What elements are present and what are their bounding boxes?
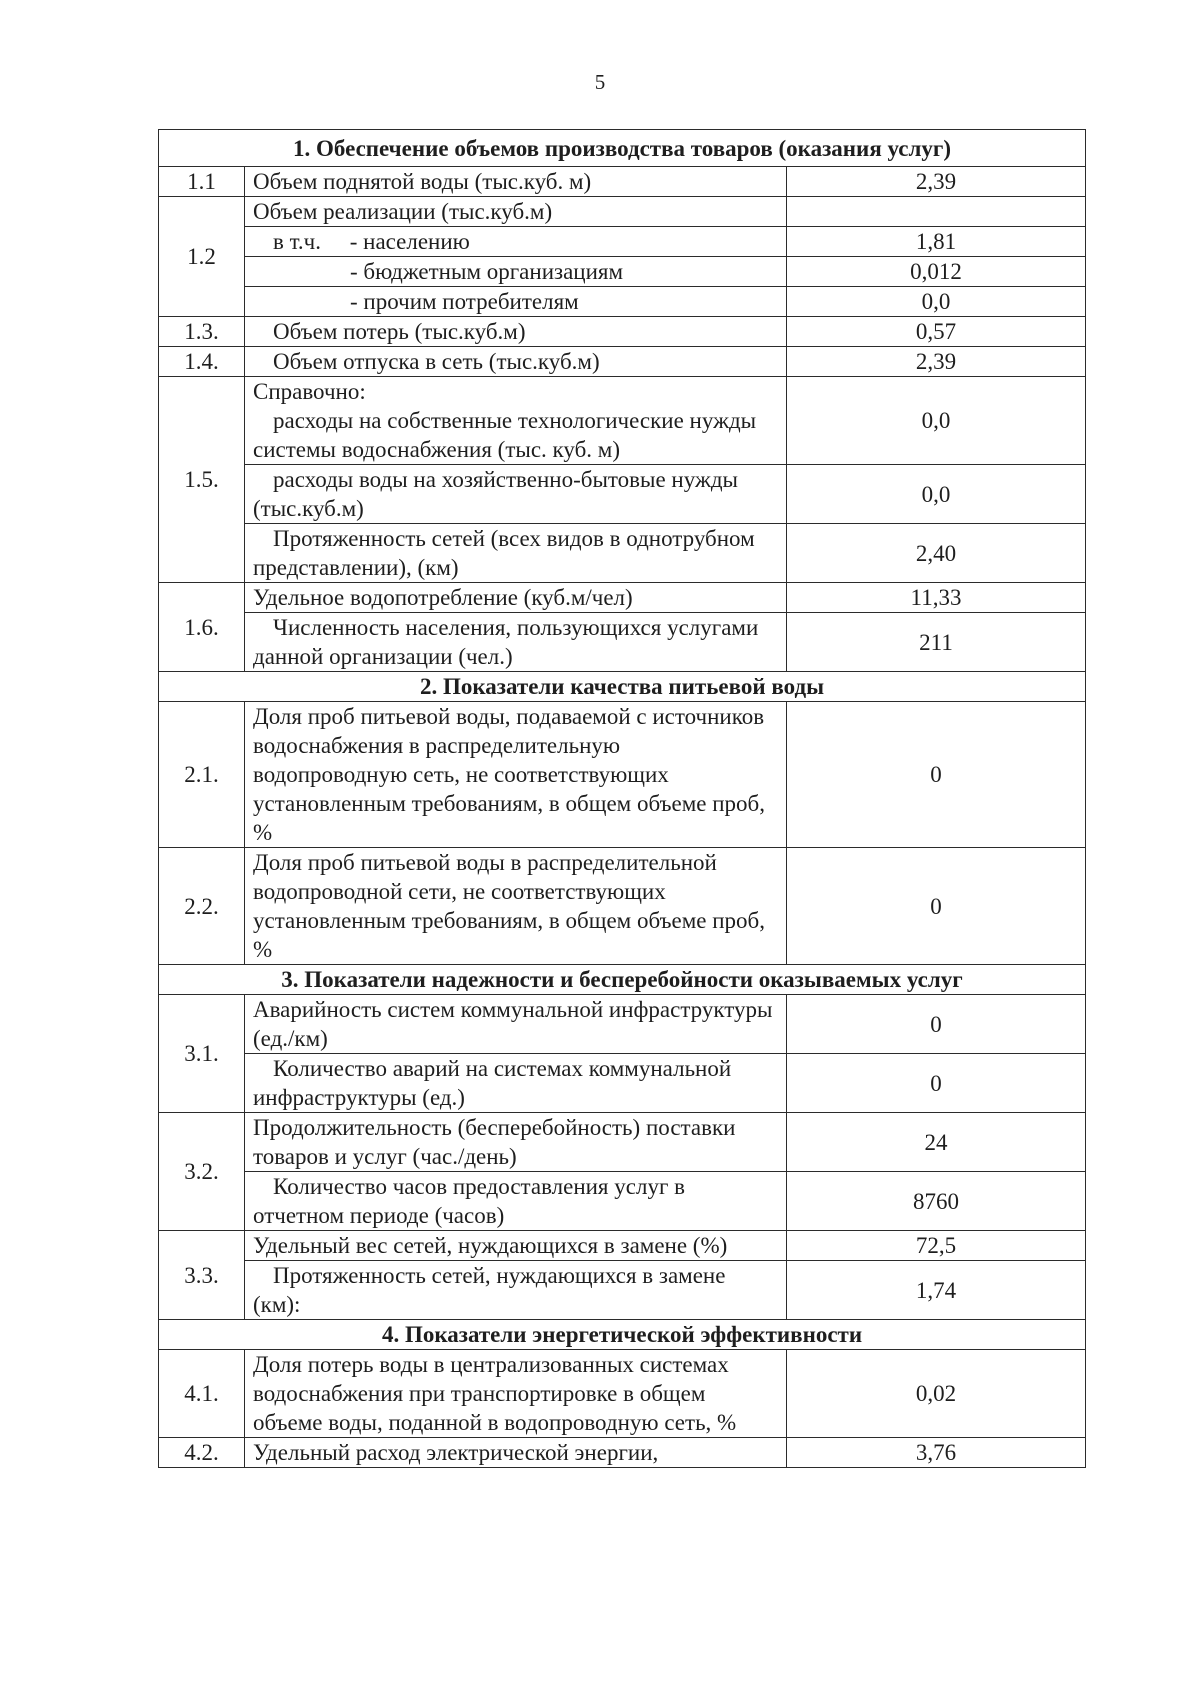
section-header-row [159, 965, 1086, 995]
row-label: Объем отпуска в сеть (тыс.куб.м) [245, 347, 787, 377]
row-number: 1.4. [159, 347, 245, 377]
row-label: Удельный расход электрической энергии, [245, 1438, 787, 1468]
row-number: 1.3. [159, 317, 245, 347]
table-row [159, 613, 1086, 672]
row-label: Справочно: [245, 377, 787, 407]
table-row [159, 1172, 1086, 1231]
row-value: 0,02 [787, 1350, 1086, 1438]
row-value: 1,74 [787, 1261, 1086, 1320]
page-number: 5 [594, 70, 606, 94]
table-row [159, 197, 1086, 227]
table-row [159, 317, 1086, 347]
table-row [159, 167, 1086, 197]
section-header-row [159, 1320, 1086, 1350]
row-number: 3.1. [159, 995, 245, 1113]
table-row [159, 287, 1086, 317]
row-value: 2,40 [787, 524, 1086, 583]
table-row [159, 1231, 1086, 1261]
section-title: 3. Показатели надежности и бесперебойности оказываемых услуг [159, 965, 1086, 995]
row-value: 24 [787, 1113, 1086, 1172]
section-title: 4. Показатели энергетической эффективности [159, 1320, 1086, 1350]
row-label: расходы воды на хозяйственно-бытовые нужды (тыс.куб.м) [245, 465, 787, 524]
row-value: 72,5 [787, 1231, 1086, 1261]
row-value: 0 [787, 702, 1086, 848]
row-number: 2.1. [159, 702, 245, 848]
row-value: 0,0 [787, 287, 1086, 317]
row-number: 3.3. [159, 1231, 245, 1320]
row-label: Объем реализации (тыс.куб.м) [245, 197, 787, 227]
row-label: - прочим потребителям [245, 287, 787, 317]
section-header-row [159, 130, 1086, 167]
row-number: 1.6. [159, 583, 245, 672]
row-number: 1.2 [159, 197, 245, 317]
row-value: 11,33 [787, 583, 1086, 613]
table-row [159, 227, 1086, 257]
table-row [159, 465, 1086, 524]
table-row [159, 1350, 1086, 1438]
section-title: 2. Показатели качества питьевой воды [159, 672, 1086, 702]
row-value: 3,76 [787, 1438, 1086, 1468]
row-label: Количество часов предоставления услуг в отчетном периоде (часов) [245, 1172, 787, 1231]
row-label: Удельный вес сетей, нуждающихся в замене (%) [245, 1231, 787, 1261]
table-row [159, 848, 1086, 965]
row-value: 2,39 [787, 167, 1086, 197]
row-label: Протяженность сетей, нуждающихся в замене (км): [245, 1261, 787, 1320]
row-label: Объем потерь (тыс.куб.м) [245, 317, 787, 347]
row-value: 0,57 [787, 317, 1086, 347]
row-value: 0,0 [787, 377, 1086, 465]
row-number: 4.2. [159, 1438, 245, 1468]
row-number: 1.5. [159, 377, 245, 583]
row-label: Численность населения, пользующихся услугами данной организации (чел.) [245, 613, 787, 672]
row-number: 1.1 [159, 167, 245, 197]
row-value: 0 [787, 848, 1086, 965]
row-value [787, 197, 1086, 227]
table-row [159, 257, 1086, 287]
row-label: в т.ч. - населению [245, 227, 787, 257]
row-label: Протяженность сетей (всех видов в однотрубном представлении), (км) [245, 524, 787, 583]
table-row [159, 347, 1086, 377]
table-row [159, 702, 1086, 848]
row-value: 2,39 [787, 347, 1086, 377]
table-row [159, 524, 1086, 583]
section-title: 1. Обеспечение объемов производства товаров (оказания услуг) [159, 130, 1086, 167]
row-label: расходы на собственные технологические нужды системы водоснабжения (тыс. куб. м) [245, 406, 787, 465]
row-value: 211 [787, 613, 1086, 672]
row-label: Доля проб питьевой воды, подаваемой с источников водоснабжения в распределительную водопроводную сеть, не соответствующих установленным требованиям, в общем объеме проб, % [245, 702, 787, 848]
table-row [159, 583, 1086, 613]
row-value: 0,012 [787, 257, 1086, 287]
row-label: Аварийность систем коммунальной инфраструктуры (ед./км) [245, 995, 787, 1054]
table-row [159, 995, 1086, 1054]
row-label: Объем поднятой воды (тыс.куб. м) [245, 167, 787, 197]
table-row [159, 1438, 1086, 1468]
table-row [159, 1113, 1086, 1172]
row-value: 0 [787, 1054, 1086, 1113]
row-value: 0 [787, 995, 1086, 1054]
row-value: 1,81 [787, 227, 1086, 257]
row-value: 8760 [787, 1172, 1086, 1231]
row-label: Доля потерь воды в централизованных системах водоснабжения при транспортировке в общем объеме воды, поданной в водопроводную сеть, % [245, 1350, 787, 1438]
table-row [159, 1054, 1086, 1113]
table-row [159, 377, 1086, 407]
row-number: 4.1. [159, 1350, 245, 1438]
row-label: Количество аварий на системах коммунальной инфраструктуры (ед.) [245, 1054, 787, 1113]
row-label: Удельное водопотребление (куб.м/чел) [245, 583, 787, 613]
row-number: 3.2. [159, 1113, 245, 1231]
row-label: Доля проб питьевой воды в распределительной водопроводной сети, не соответствующих установленным требованиям, в общем объеме проб, % [245, 848, 787, 965]
row-number: 2.2. [159, 848, 245, 965]
section-header-row [159, 672, 1086, 702]
indicators-table [158, 129, 1086, 1468]
row-label: - бюджетным организациям [245, 257, 787, 287]
row-value: 0,0 [787, 465, 1086, 524]
row-label: Продолжительность (бесперебойность) поставки товаров и услуг (час./день) [245, 1113, 787, 1172]
table-row [159, 1261, 1086, 1320]
